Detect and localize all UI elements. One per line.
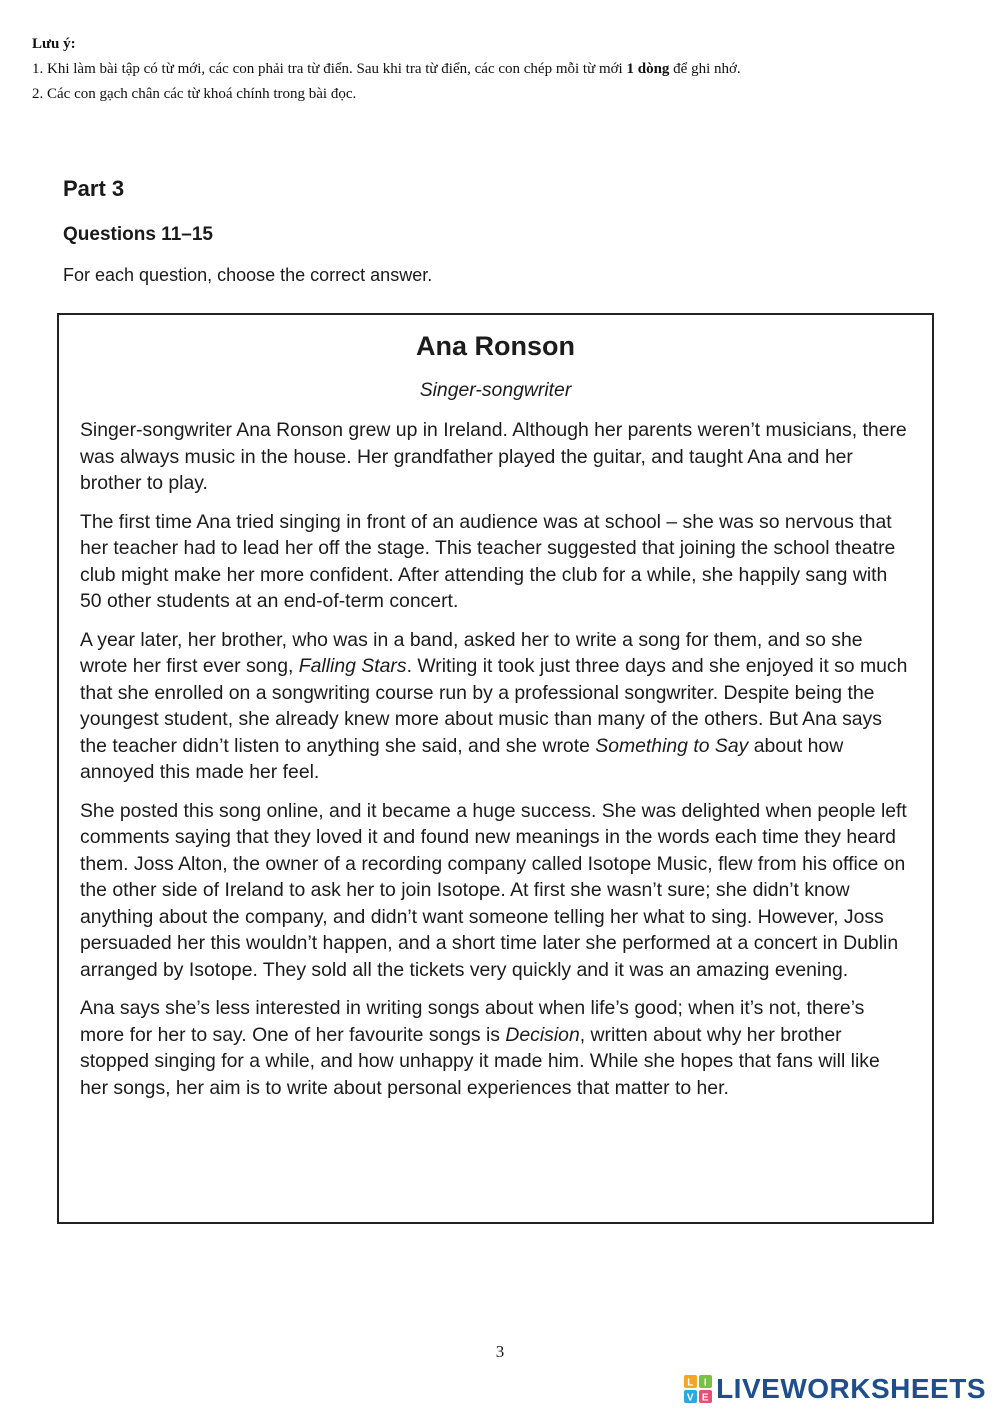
article-box [57,313,934,1224]
logo-letter-l: L [687,1377,694,1389]
liveworksheets-brand[interactable] [684,1374,986,1404]
logo-letter-e: E [701,1392,710,1403]
note-title: Lưu ý: [32,36,76,52]
teacher-note [32,32,972,107]
page-number: 3 [495,1342,505,1361]
liveworksheets-logo-icon [684,1375,712,1403]
instruction-text: For each question, choose the correct answer. [63,265,433,285]
article-title: Ana Ronson [416,331,575,361]
article-paragraph-4: She posted this song online, and it became a huge success. She was delighted when people left comments saying that they loved it and found new meanings in the words each time they heard them. Joss Alton, the owner of a recording company called Isotope Music, flew from his office on the other side of Ireland to ask her to join Isotope. At first she wasn’t sure; she didn’t know anything about the company, and didn’t want someone telling her what to sing. However, Joss persuaded her this wouldn’t happen, and a short time later she performed at a concert in Dublin arranged by Isotope. They sold all the tickets very quickly and it was an amazing evening. [80,799,907,981]
song-title-decision: Decision [505,1023,580,1046]
article-subtitle: Singer-songwriter [419,379,572,401]
article-paragraph-5: Ana says she’s less interested in writing songs about when life’s good; when it’s not, there’s more for her to say. One of her favourite songs is Decision, written about why her brother stopped singing for a while, and how unhappy it made him. While she hopes that fans will like her songs, her aim is to write about personal experiences that matter to her. [80,997,880,1099]
note-line-2: 2. Các con gạch chân các từ khoá chính trong bài đọc. [32,86,357,102]
questions-heading: Questions 11–15 [63,224,213,245]
song-title-falling-stars: Falling Stars [298,655,407,677]
article-paragraph-3: A year later, her brother, who was in a band, asked her to write a song for them, and so she wrote her first ever song, Falling Stars. Writing it took just three days and she enjoyed it so much that she enrolled on a songwriting course run by a professional songwriter. Despite being the youngest student, she already knew more about music than many of the others. But Ana says the teacher didn’t listen to anything she said, and she wrote Something to Say about how annoyed this made her feel. [80,628,908,783]
logo-letter-v: V [686,1392,695,1403]
part-heading: Part 3 [63,176,125,201]
song-title-something-to-say: Something to Say [595,734,749,757]
note-line-1: 1. Khi làm bài tập có từ mới, các con phải tra từ điển. Sau khi tra từ điển, các con chép mỗi từ mới 1 dòng để ghi nhớ. [32,61,741,77]
brand-name: LIVEWORKSHEETS [716,1373,986,1404]
article-paragraph-2: The first time Ana tried singing in front of an audience was at school – she was so nervous that her teacher had to lead her off the stage. This teacher suggested that joining the school theatre club might make her more confident. After attending the club for a while, she happily sang with 50 other students at an end-of-term concert. [80,510,896,612]
logo-letter-i: I [703,1377,708,1389]
article-paragraph-1: Singer-songwriter Ana Ronson grew up in Ireland. Although her parents weren’t musicians, there was always music in the house. Her grandfather played the guitar, and taught Ana and her brother to play. [80,419,907,494]
